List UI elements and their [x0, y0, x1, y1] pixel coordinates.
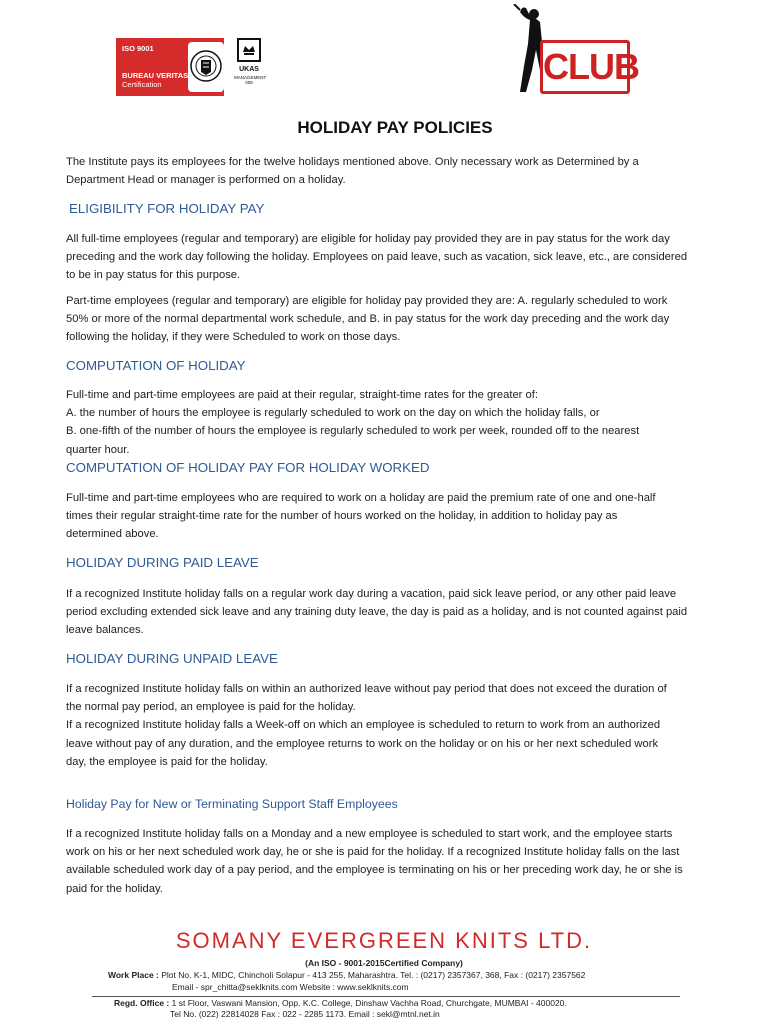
work-place-contact: Email - spr_chitta@seklknits.com Website : www.seklknits.com: [172, 982, 409, 992]
eligibility-heading: ELIGIBILITY FOR HOLIDAY PAY: [69, 201, 265, 216]
bv-label: BUREAU VERITAS: [122, 71, 189, 80]
computation-heading: COMPUTATION OF HOLIDAY: [66, 358, 246, 373]
eligibility-paragraph-1: [66, 230, 726, 285]
paid-leave-paragraph: [66, 585, 726, 640]
text-line: preceding and the work day following the holiday. Employees on paid leave, such as vacation, sick leave, etc., are considered: [66, 251, 688, 264]
work-place-address: Plot No. K-1, MIDC, Chincholi Solapur - 413 255, Maharashtra. Tel. : (0217) 2357367, 368, Fax : (0217) 2357562: [161, 970, 586, 980]
text-line: work on his or her next scheduled work day, he or she is paid for the holiday. If a recognized Institute holiday falls on the last: [66, 846, 680, 859]
text-line: If a recognized Institute holiday falls on a Monday and a new employee is scheduled to start work, and the employee starts: [66, 828, 673, 840]
ukas-sub-label: MANAGEMENT 008: [234, 75, 267, 85]
intro-line: Department Head or manager is performed on a holiday.: [66, 174, 346, 187]
bureau-veritas-seal-icon: [188, 42, 224, 92]
text-line: quarter hour.: [66, 443, 130, 456]
unpaid-leave-heading: HOLIDAY DURING UNPAID LEAVE: [66, 651, 278, 666]
text-line: leave balances.: [66, 624, 144, 637]
computation-paragraph: [66, 386, 726, 459]
work-place-label: Work Place :: [108, 970, 159, 980]
text-line: If a recognized Institute holiday falls a Week-off on which an employee is scheduled to return to work from an authorized: [66, 719, 661, 732]
page-title: HOLIDAY PAY POLICIES: [297, 118, 493, 137]
regd-office-address: 1 st Floor, Vaswani Mansion, Opp. K.C. College, Dinshaw Vachha Road, Churchgate, MUMBAI - 400020.: [171, 998, 567, 1008]
certification-logo: [116, 38, 267, 96]
text-line: 50% or more of the normal departmental work schedule, and B. in pay status for the work day preceding and the work day: [66, 313, 670, 326]
eligibility-paragraph-2: [66, 292, 726, 347]
club-logo-text: CLUB: [543, 46, 639, 87]
regd-office-label: Regd. Office :: [114, 998, 170, 1008]
text-line: B. one-fifth of the number of hours the employee is regularly scheduled to work per week, rounded off to the nearest: [66, 425, 640, 438]
company-name: SOMANY EVERGREEN KNITS LTD.: [175, 928, 593, 953]
regd-office-contact: Tel No. (022) 22814028 Fax : 022 - 2285 1173. Email : sekl@mtnl.net.in: [170, 1009, 440, 1019]
text-line: If a recognized Institute holiday falls on within an authorized leave without pay period that does not exceed the duration of: [66, 683, 667, 695]
paid-leave-heading: HOLIDAY DURING PAID LEAVE: [66, 555, 259, 570]
text-line: the normal pay period, an employee is paid for the holiday.: [66, 701, 356, 714]
worked-heading: COMPUTATION OF HOLIDAY PAY FOR HOLIDAY WORKED: [66, 460, 430, 475]
new-staff-paragraph: [66, 825, 726, 898]
text-line: paid for the holiday.: [66, 882, 163, 895]
new-staff-heading: Holiday Pay for New or Terminating Support Staff Employees: [66, 797, 398, 811]
bureau-veritas-badge: [116, 38, 224, 96]
ukas-mark: [234, 38, 267, 96]
text-line: leave without pay of any duration, and the employee returns to work on the holiday or on his or her next scheduled work: [66, 737, 659, 750]
ukas-label: UKAS: [239, 66, 259, 73]
text-line: If a recognized Institute holiday falls on a regular work day during a vacation, paid sick leave period, or any other paid leave: [66, 588, 677, 600]
ukas-crown-icon: [237, 38, 261, 62]
registered-office-block: [92, 998, 692, 1020]
text-line: times their regular straight-time rate for the number of hours worked on the holiday, in addition to holiday pay as: [66, 510, 618, 523]
text-line: All full-time employees (regular and temporary) are eligible for holiday pay provided they are in pay status for the work day: [66, 233, 670, 245]
text-line: day, the employee is paid for the holiday.: [66, 755, 268, 768]
text-line: Full-time and part-time employees who are required to work on a holiday are paid the premium rate of one and one-half: [66, 492, 656, 504]
club-badge: [540, 40, 639, 94]
footer-divider: [92, 996, 680, 997]
club-logo: [512, 4, 639, 96]
text-line: period excluding extended sick leave and any training duty leave, the day is paid as a holiday, and is not counted against paid: [66, 606, 688, 619]
cert-label: Certification: [122, 80, 162, 89]
work-place-block: [108, 969, 708, 993]
text-line: to be in pay status for this purpose.: [66, 269, 241, 282]
text-line: A. the number of hours the employee is regularly scheduled to work on the day on which the holiday falls, or: [66, 407, 600, 420]
worked-paragraph: [66, 489, 726, 544]
text-line: determined above.: [66, 528, 159, 541]
iso-certified-line: (An ISO - 9001-2015Certified Company): [305, 958, 463, 968]
text-line: following the holiday, if they were Scheduled to work on those days.: [66, 331, 401, 344]
text-line: available scheduled work day of a pay period, and the employee is terminating on his or her preceding work day, he or she is: [66, 864, 683, 877]
text-line: Full-time and part-time employees are paid at their regular, straight-time rates for the greater of:: [66, 389, 538, 401]
intro-line: The Institute pays its employees for the twelve holidays mentioned above. Only necessary work as Determined by a: [66, 156, 639, 168]
intro-paragraph: [66, 153, 726, 189]
text-line: Part-time employees (regular and temporary) are eligible for holiday pay provided they are: A. regularly scheduled to work: [66, 295, 668, 307]
unpaid-leave-paragraph: [66, 680, 726, 771]
iso-label: ISO 9001: [122, 44, 154, 53]
